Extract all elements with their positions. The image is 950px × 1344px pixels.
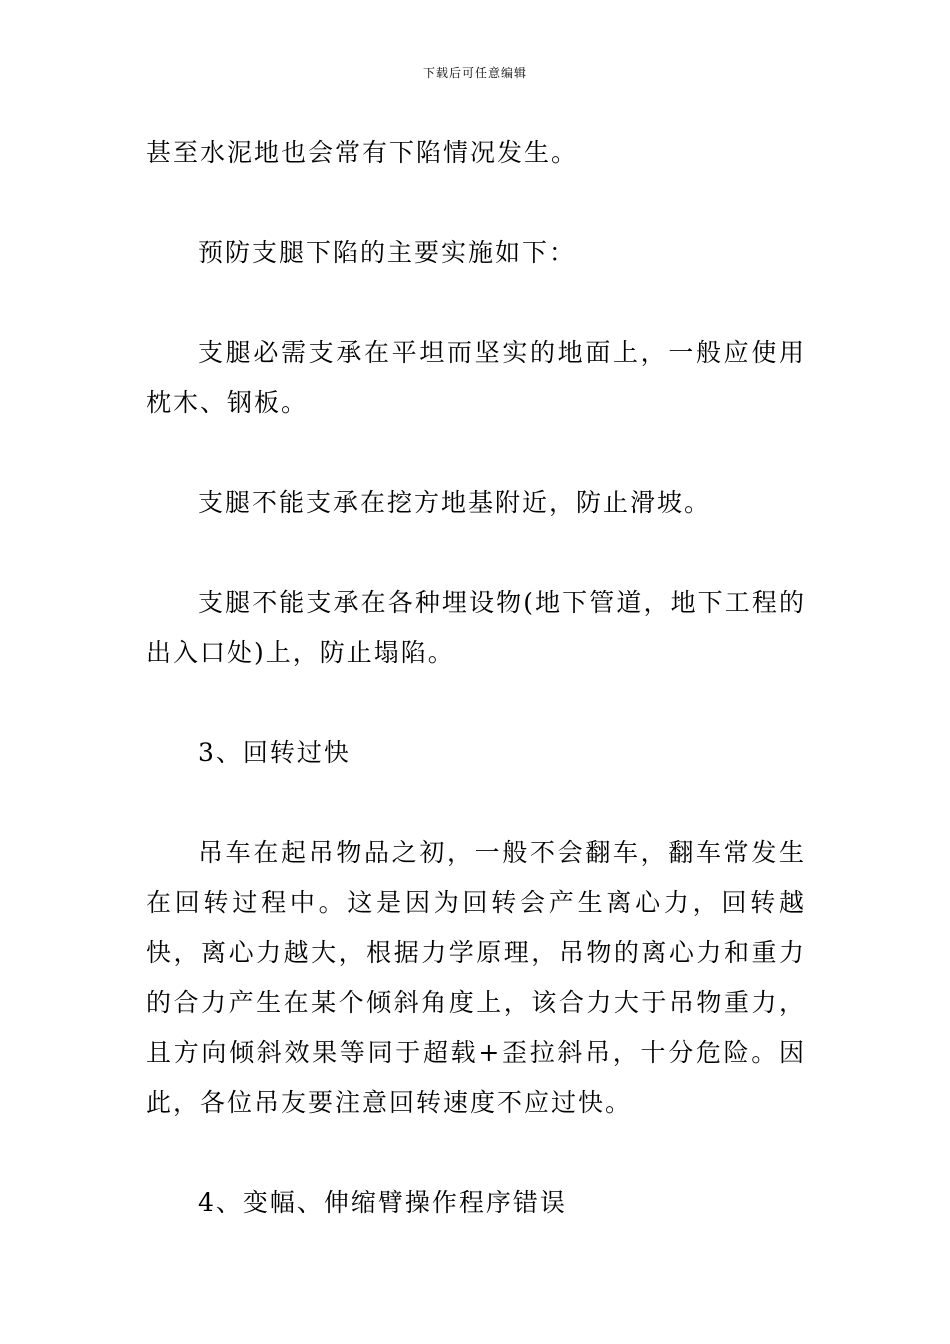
paragraph-buried-objects: 支腿不能支承在各种埋设物(地下管道，地下工程的出入口处)上，防止塌陷。: [146, 588, 806, 667]
section-heading-rotation: 3、回转过快: [198, 738, 351, 767]
section-heading-luffing: 4、变幅、伸缩臂操作程序错误: [198, 1188, 567, 1217]
paragraph-rotation-explanation: 吊车在起吊物品之初，一般不会翻车，翻车常发生在回转过程中。这是因为回转会产生离心力，回转越快，离心力越大，根据力学原理，吊物的离心力和重力的合力产生在某个倾斜角度上，该合力大于吊物重力，且方向倾斜效果等同于超载+歪拉斜吊，十分危险。因此，各位吊友要注意回转速度不应过快。: [146, 838, 806, 1117]
paragraph-prevention-intro: 预防支腿下陷的主要实施如下：: [198, 238, 577, 267]
paragraph-excavation: 支腿不能支承在挖方地基附近，防止滑坡。: [198, 488, 712, 517]
paragraph-continuation: 甚至水泥地也会常有下陷情况发生。: [146, 138, 579, 167]
page-header: 下载后可任意编辑: [422, 66, 527, 80]
document-body: [146, 128, 806, 1228]
paragraph-firm-ground: 支腿必需支承在平坦而坚实的地面上，一般应使用枕木、钢板。: [146, 338, 806, 417]
